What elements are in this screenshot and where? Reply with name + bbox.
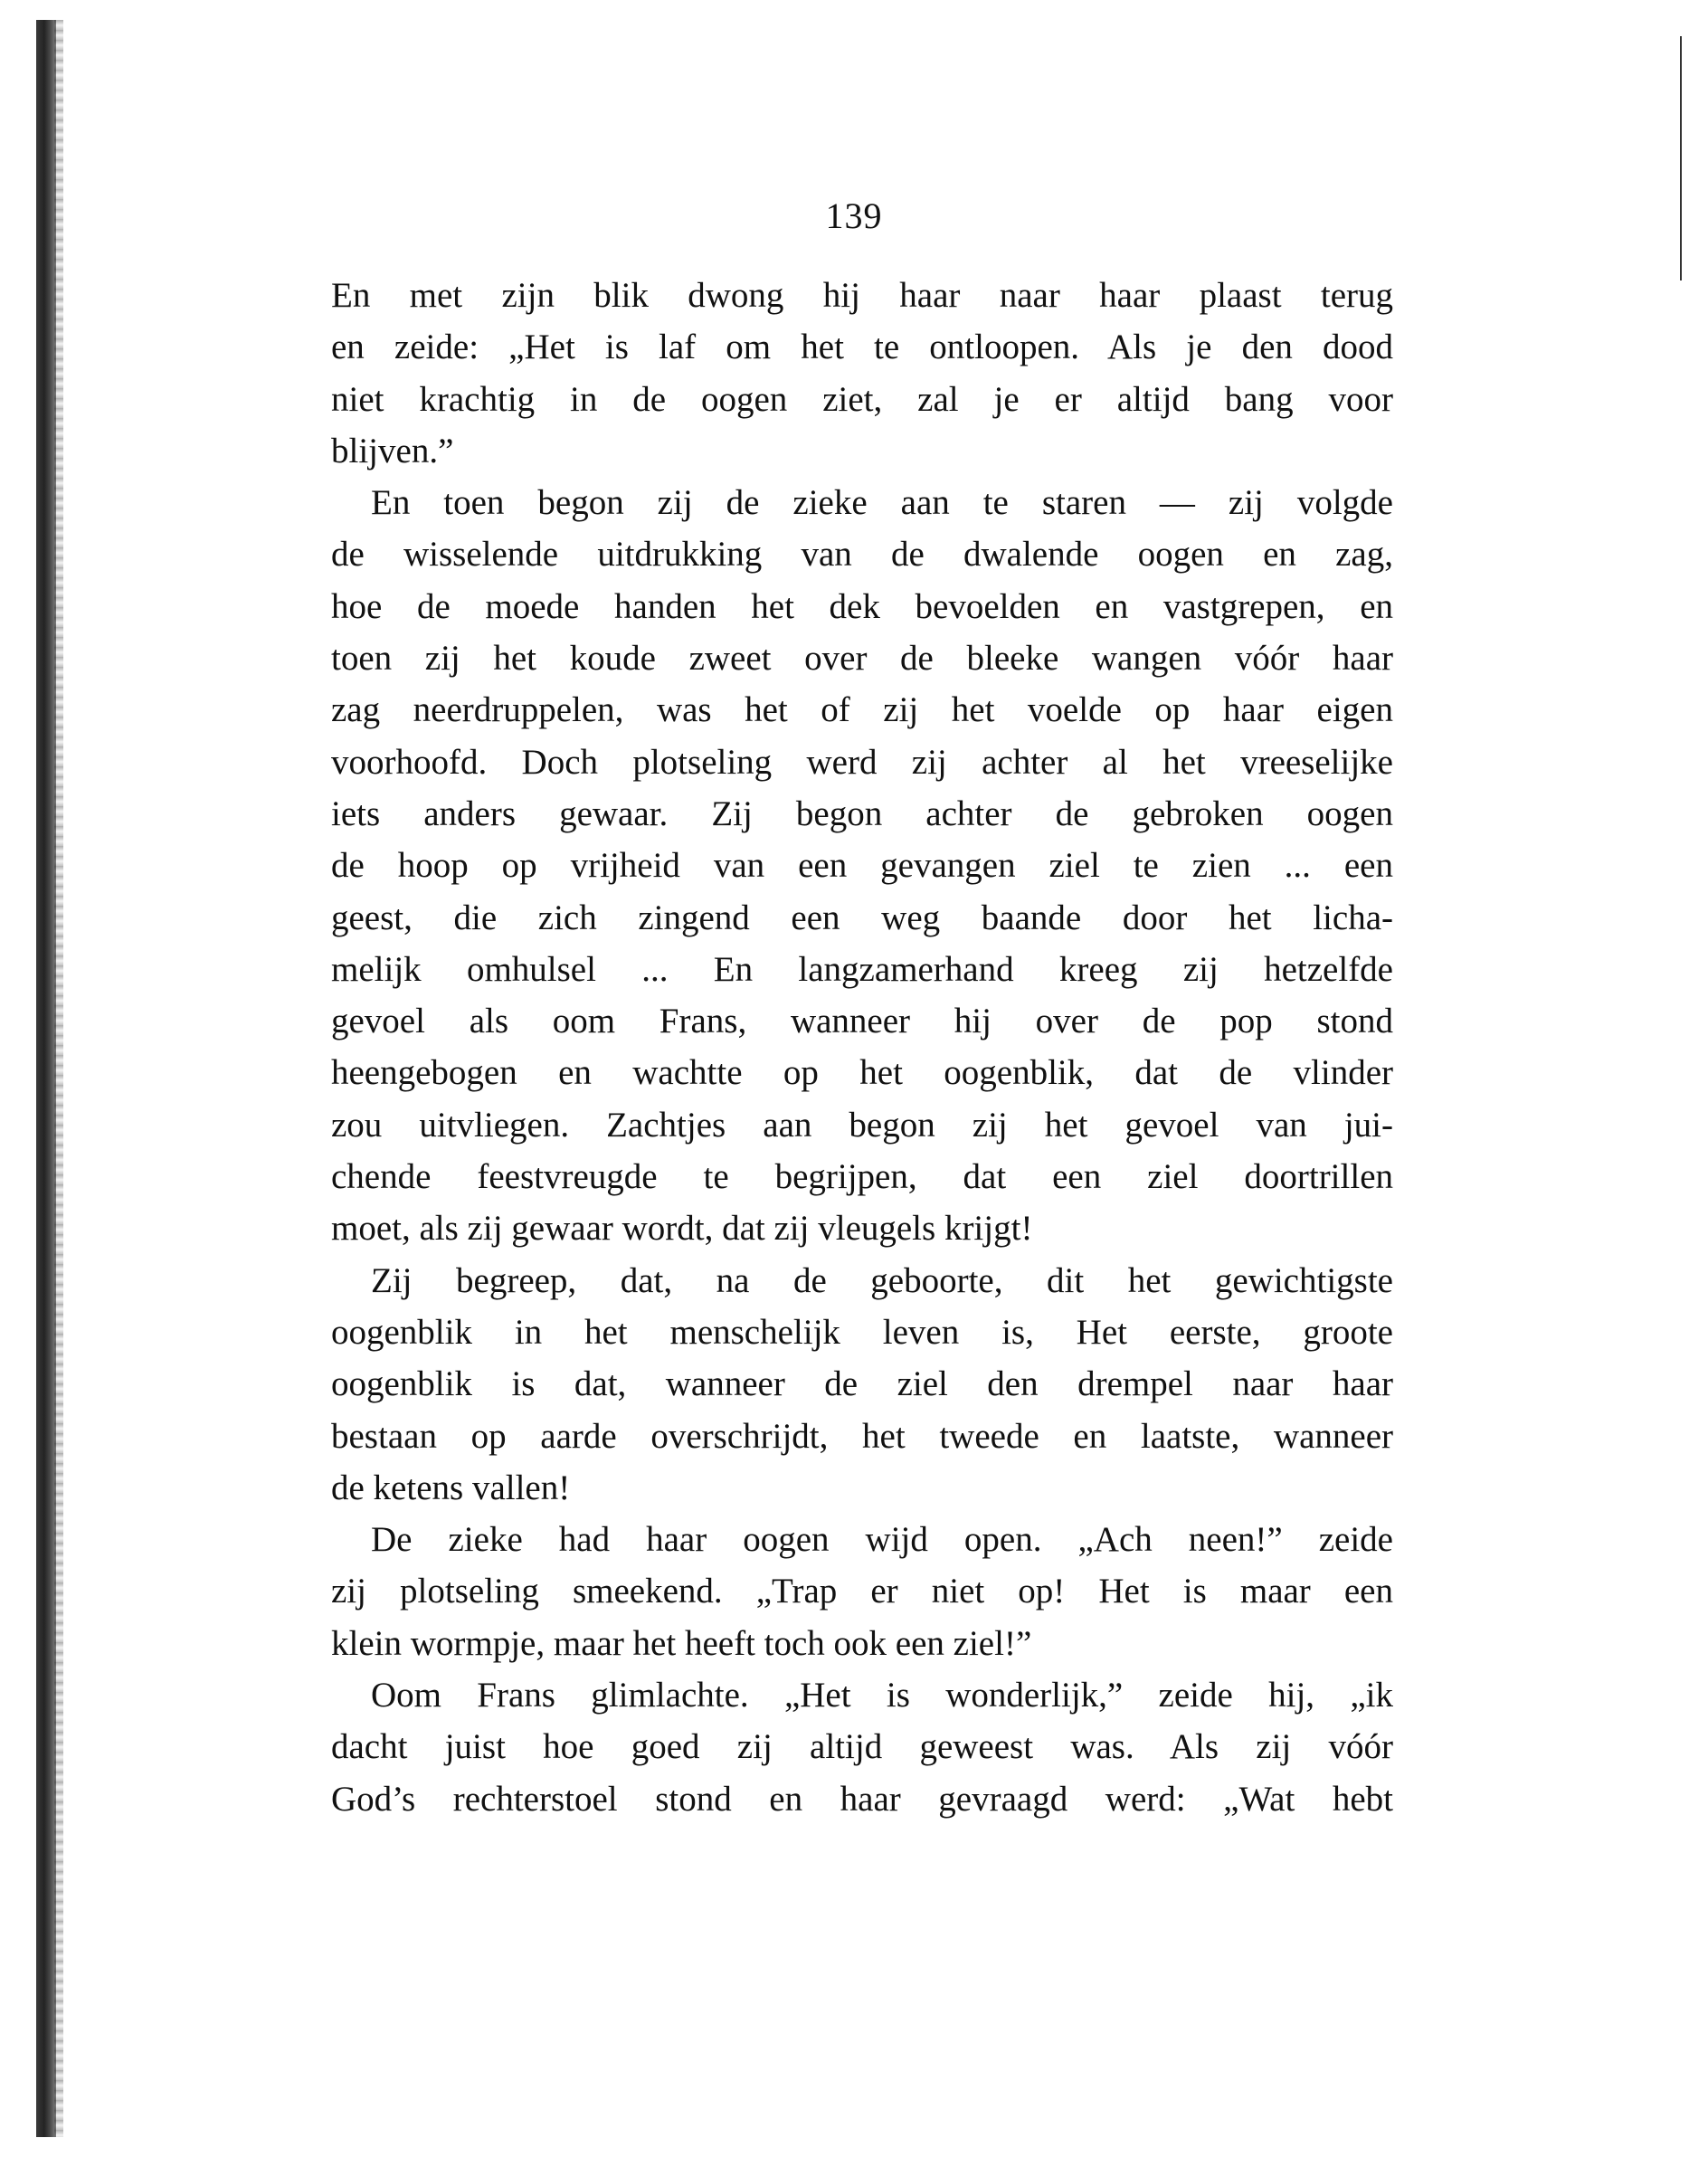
text-line: oogenblik in het menschelijk leven is, Het eerste, groote (331, 1312, 1393, 1352)
text-line: dacht juist hoe goed zij altijd geweest was. Als zij vóór (331, 1727, 1393, 1767)
text-line: En toen begon zij de zieke aan te staren — zij volgde (371, 483, 1393, 523)
text-line: gevoel als oom Frans, wanneer hij over de pop stond (331, 1002, 1393, 1041)
text-line: voorhoofd. Doch plotseling werd zij achter al het vreeselijke (331, 742, 1393, 782)
text-line: Zij begreep, dat, na de geboorte, dit het gewichtigste (371, 1260, 1393, 1300)
text-line: geest, die zich zingend een weg baande door het licha- (331, 898, 1393, 937)
text-line: oogenblik is dat, wanneer de ziel den drempel naar haar (331, 1364, 1393, 1404)
text-line: chende feestvreugde te begrijpen, dat een ziel doortrillen (331, 1157, 1393, 1197)
text-line: de hoop op vrijheid van een gevangen ziel te zien ... een (331, 846, 1393, 886)
page-edge-left (36, 20, 56, 2137)
text-line: zou uitvliegen. Zachtjes aan begon zij het gevoel van jui- (331, 1105, 1393, 1145)
text-line: melijk omhulsel ... En langzamerhand kreeg zij hetzelfde (331, 949, 1393, 989)
text-line: klein wormpje, maar het heeft toch ook een ziel!” (331, 1623, 1032, 1663)
text-line: zij plotseling smeekend. „Trap er niet op! Het is maar een (331, 1572, 1393, 1611)
body-text (331, 270, 1393, 1825)
text-line: moet, als zij gewaar wordt, dat zij vleugels krijgt! (331, 1209, 1033, 1249)
text-line: toen zij het koude zweet over de bleeke wangen vóór haar (331, 639, 1393, 679)
page-edge-right (1680, 36, 1682, 280)
text-line: en zeide: „Het is laf om het te ontloopen. Als je den dood (331, 328, 1393, 367)
text-line: Oom Frans glimlachte. „Het is wonderlijk,” zeide hij, „ik (371, 1676, 1393, 1715)
text-line: iets anders gewaar. Zij begon achter de gebroken oogen (331, 793, 1393, 833)
text-line: de ketens vallen! (331, 1468, 571, 1507)
text-line: De zieke had haar oogen wijd open. „Ach neen!” zeide (371, 1520, 1393, 1560)
text-line: zag neerdruppelen, was het of zij het voelde op haar eigen (331, 690, 1393, 730)
text-line: blijven.” (331, 431, 454, 470)
text-line: heengebogen en wachtte op het oogenblik, dat de vlinder (331, 1053, 1393, 1093)
text-line: En met zijn blik dwong hij haar naar haar plaast terug (331, 276, 1393, 315)
text-line: de wisselende uitdrukking van de dwalende oogen en zag, (331, 535, 1393, 575)
text-line: niet krachtig in de oogen ziet, zal je er altijd bang voor (331, 379, 1393, 419)
page-number: 139 (825, 195, 883, 236)
text-line: bestaan op aarde overschrijdt, het tweede en laatste, wanneer (331, 1416, 1393, 1456)
text-line: God’s rechterstoel stond en haar gevraagd werd: „Wat hebt (331, 1779, 1393, 1819)
text-line: hoe de moede handen het dek bevoelden en vastgrepen, en (331, 586, 1393, 626)
